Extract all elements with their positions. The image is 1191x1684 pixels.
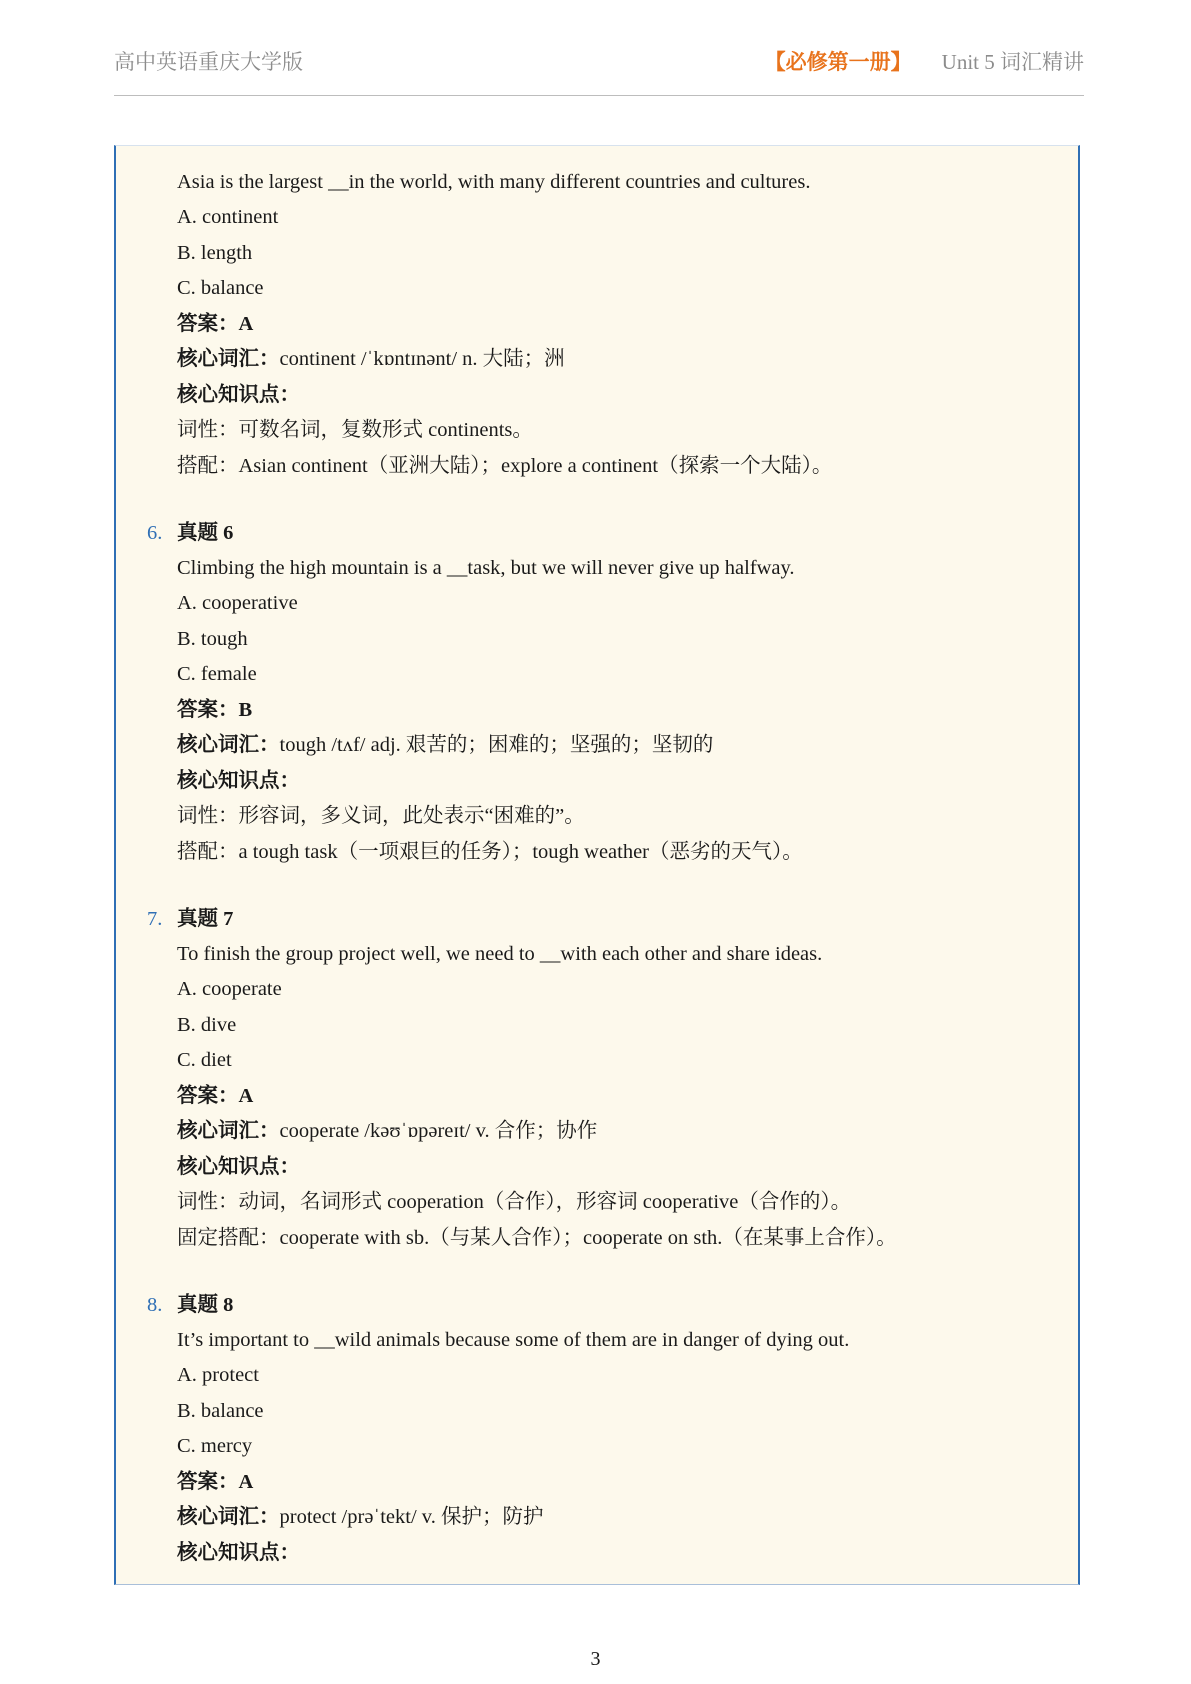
page-header: [114, 44, 1084, 78]
question-number: 8.: [147, 1294, 163, 1316]
option-b: B. length: [177, 242, 253, 264]
question-stem: Asia is the largest __in the world, with many different countries and cultures.: [177, 171, 811, 193]
question-title: 真题 7: [177, 908, 234, 930]
point-collocation: 固定搭配：cooperate with sb.（与某人合作）；cooperate on sth.（在某事上合作）。: [177, 1227, 897, 1249]
header-unit-title: Unit 5 词汇精讲: [941, 50, 1084, 74]
option-a: A. cooperate: [177, 978, 282, 1000]
core-vocab-line: [177, 733, 713, 757]
core-vocab-value: continent /ˈkɒntɪnənt/ n. 大陆；洲: [279, 348, 565, 370]
point-part-of-speech: 词性：可数名词，复数形式 continents。: [177, 419, 533, 441]
option-c: C. diet: [177, 1049, 232, 1071]
core-points-label: 核心知识点：: [177, 770, 300, 792]
option-c: C. mercy: [177, 1435, 253, 1457]
core-vocab-label: 核心词汇：: [177, 734, 280, 756]
option-a: A. protect: [177, 1364, 259, 1386]
core-vocab-line: [177, 1505, 543, 1529]
option-b: B. balance: [177, 1400, 264, 1422]
point-collocation: 搭配：Asian continent（亚洲大陆）；explore a continent（探索一个大陆）。: [177, 455, 833, 477]
core-points-label: 核心知识点：: [177, 1156, 300, 1178]
core-vocab-line: [177, 347, 565, 371]
header-book-tag: 【必修第一册】: [764, 50, 912, 74]
core-vocab-value: cooperate /kəʊˈɒpəreɪt/ v. 合作；协作: [279, 1120, 598, 1142]
answer-label: 答案：: [177, 313, 239, 335]
core-vocab-value: tough /tʌf/ adj. 艰苦的；困难的；坚强的；坚韧的: [279, 734, 714, 756]
answer-line: [177, 1084, 253, 1108]
core-vocab-value: protect /prəˈtekt/ v. 保护；防护: [279, 1506, 544, 1528]
core-points-label: 核心知识点：: [177, 384, 300, 406]
answer-line: [177, 1470, 253, 1494]
option-a: A. continent: [177, 206, 279, 228]
option-c: C. female: [177, 663, 257, 685]
header-right: [765, 46, 1084, 76]
header-series-title: 高中英语重庆大学版: [114, 50, 303, 74]
question-number: 6.: [147, 522, 163, 544]
point-collocation: 搭配：a tough task（一项艰巨的任务）；tough weather（恶劣的天气）。: [177, 841, 803, 863]
question-title: 真题 6: [177, 522, 234, 544]
answer-label: 答案：: [177, 699, 239, 721]
core-vocab-label: 核心词汇：: [177, 1120, 280, 1142]
page-number: 3: [590, 1648, 601, 1670]
core-vocab-line: [177, 1119, 597, 1143]
option-a: A. cooperative: [177, 592, 298, 614]
answer-label: 答案：: [177, 1085, 239, 1107]
option-b: B. dive: [177, 1014, 237, 1036]
header-divider: [114, 95, 1084, 96]
point-part-of-speech: 词性：形容词，多义词，此处表示“困难的”。: [177, 805, 585, 827]
question-stem: Climbing the high mountain is a __task, but we will never give up halfway.: [177, 557, 795, 579]
answer-line: [177, 698, 252, 722]
question-number: 7.: [147, 908, 163, 930]
answer-value: B: [238, 699, 253, 721]
answer-line: [177, 312, 253, 336]
answer-label: 答案：: [177, 1471, 239, 1493]
option-c: C. balance: [177, 277, 264, 299]
question-stem: To finish the group project well, we need to __with each other and share ideas.: [177, 943, 823, 965]
core-vocab-label: 核心词汇：: [177, 1506, 280, 1528]
core-vocab-label: 核心词汇：: [177, 348, 280, 370]
answer-value: A: [238, 1085, 254, 1107]
question-stem: It’s important to __wild animals because some of them are in danger of dying out.: [177, 1329, 850, 1351]
core-points-label: 核心知识点：: [177, 1542, 300, 1564]
question-title: 真题 8: [177, 1294, 234, 1316]
option-b: B. tough: [177, 628, 248, 650]
answer-value: A: [238, 1471, 254, 1493]
point-part-of-speech: 词性：动词，名词形式 cooperation（合作），形容词 cooperative（合作的）。: [177, 1191, 852, 1213]
answer-value: A: [238, 313, 254, 335]
